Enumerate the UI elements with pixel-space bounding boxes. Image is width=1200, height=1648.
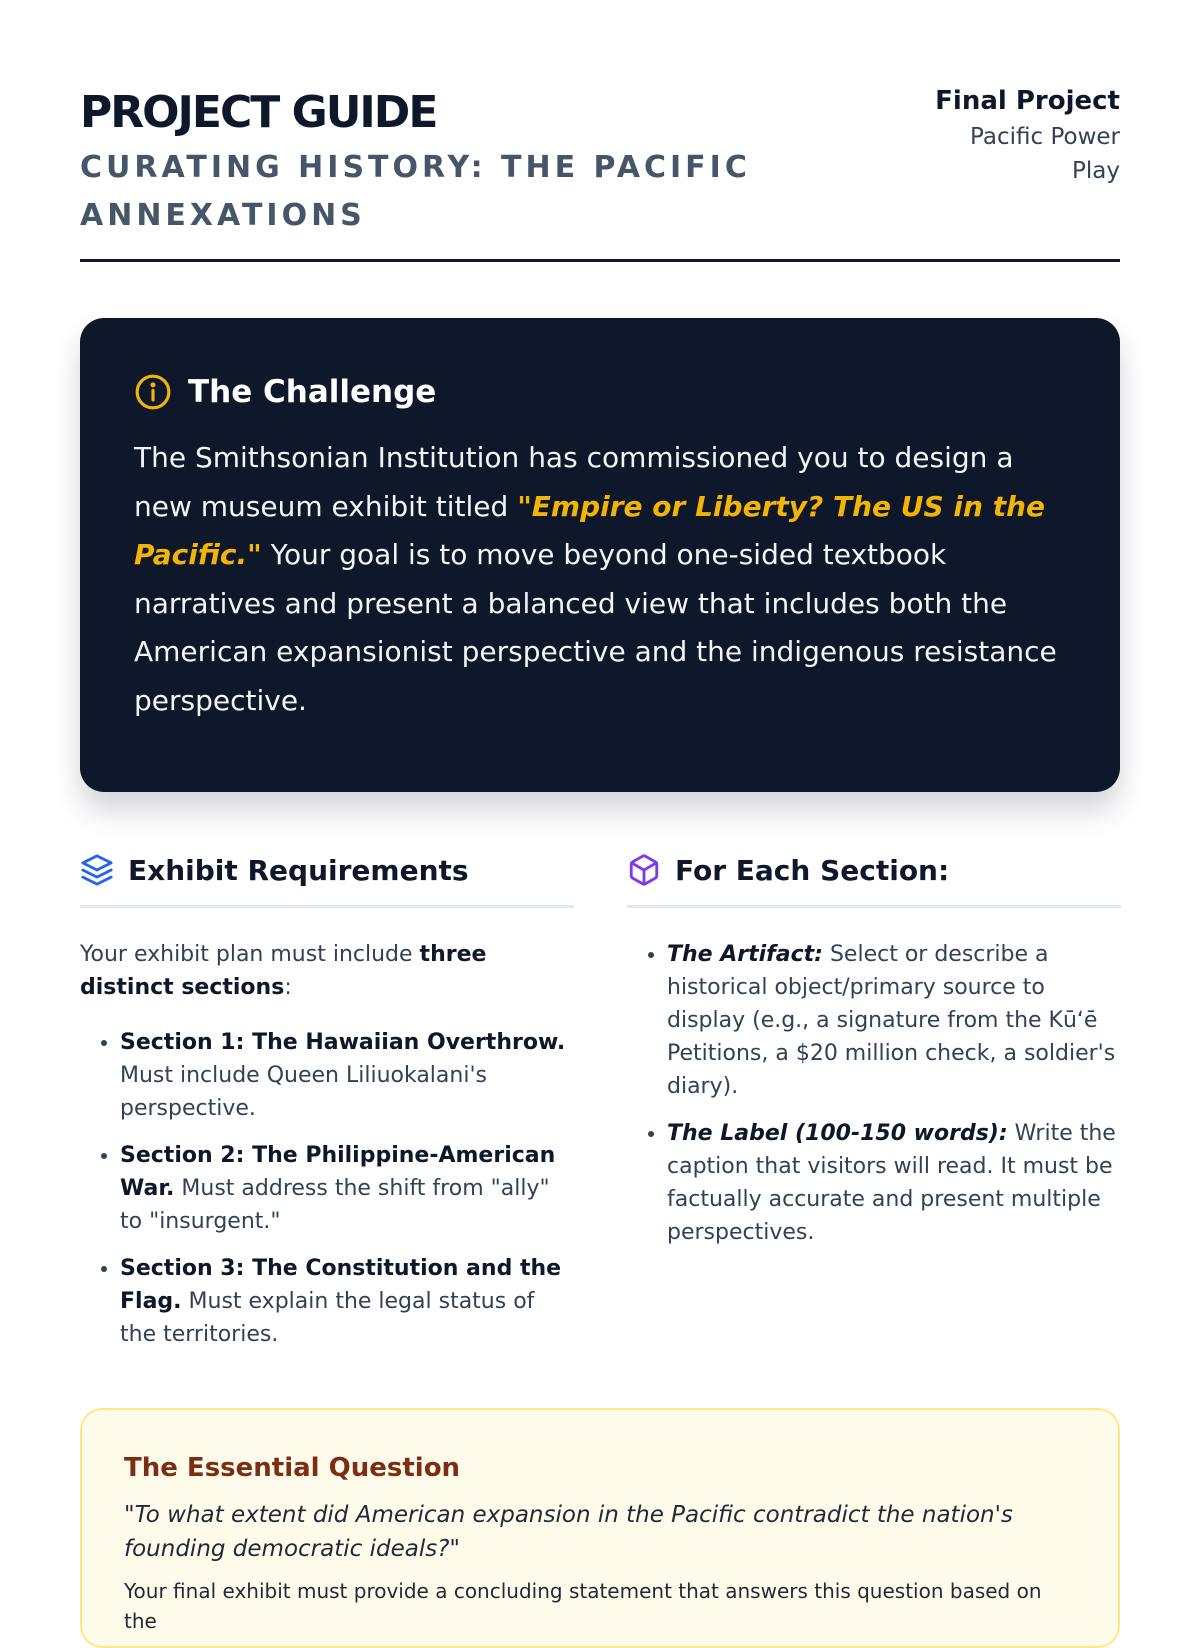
each-section-header <box>627 845 1121 908</box>
item-label: Section 1: The Hawaiian Overthrow. <box>120 1030 566 1055</box>
item-text: Select or describe a historical object/primary source to display (e.g., a signature from the Kūʻē Petitions, a $20 million check, a soldier's diary). <box>667 942 1116 1099</box>
requirements-title: Exhibit Requirements <box>128 853 469 887</box>
list-item <box>667 1117 1121 1249</box>
project-name-line1: Pacific Power <box>970 124 1120 150</box>
list-item <box>120 1139 574 1238</box>
requirements-header <box>80 845 574 908</box>
challenge-card <box>80 318 1120 792</box>
each-section-title: For Each Section: <box>675 853 950 887</box>
essential-question-card <box>80 1408 1120 1648</box>
list-item <box>120 1026 574 1125</box>
page-subtitle: CURATING HISTORY: THE PACIFIC ANNEXATIONS <box>80 150 751 233</box>
item-label: Section 3: The Constitution and the Flag. <box>120 1256 562 1314</box>
item-label: The Artifact: <box>667 942 823 967</box>
cube-icon <box>627 853 661 887</box>
project-name-line2: Play <box>1072 158 1120 184</box>
project-meta <box>920 82 1120 188</box>
list-item <box>667 938 1121 1103</box>
page-header <box>80 82 1120 262</box>
item-text: Must explain the legal status of the territories. <box>120 1289 535 1347</box>
challenge-text <box>134 434 1066 725</box>
for-each-section <box>627 845 1121 1263</box>
essential-question-title: The Essential Question <box>124 1453 461 1483</box>
intro-emphasis: three distinct sections <box>80 942 487 1000</box>
page-title: PROJECT GUIDE <box>80 87 437 138</box>
item-text: Must address the shift from "ally" to "insurgent." <box>120 1176 550 1234</box>
info-icon <box>134 373 172 411</box>
exhibit-requirements <box>80 845 574 1365</box>
requirements-list <box>80 1026 574 1351</box>
requirements-intro <box>80 938 574 1004</box>
item-label: Section 2: The Philippine-American War. <box>120 1143 556 1201</box>
challenge-text-before: The Smithsonian Institution has commissioned you to design a new museum exhibit titled <box>134 441 1014 523</box>
item-text: Must include Queen Liliuokalani's perspective. <box>120 1063 487 1121</box>
intro-text: Your exhibit plan must include <box>80 942 413 967</box>
essential-question-quote: "To what extent did American expansion in the Pacific contradict the nation's founding democratic ideals?" <box>124 1502 1013 1562</box>
item-label: The Label (100-150 words): <box>667 1121 1008 1146</box>
each-section-list <box>627 938 1121 1249</box>
challenge-header <box>134 370 1066 414</box>
list-item <box>120 1252 574 1351</box>
intro-punct: : <box>284 975 292 1000</box>
layers-icon <box>80 853 114 887</box>
item-text: Write the caption that visitors will read. It must be factually accurate and present multiple perspectives. <box>667 1121 1116 1245</box>
essential-question-body: Your final exhibit must provide a concluding statement that answers this question based on the <box>124 1579 1042 1633</box>
challenge-title: The Challenge <box>188 374 437 410</box>
challenge-text-after: Your goal is to move beyond one-sided textbook narratives and present a balanced view that includes both the American expansionist perspective and the indigenous resistance perspective. <box>134 538 1057 717</box>
project-label: Final Project <box>935 86 1120 116</box>
exhibit-title: "Empire or Liberty? The US in the Pacific." <box>134 489 1046 571</box>
